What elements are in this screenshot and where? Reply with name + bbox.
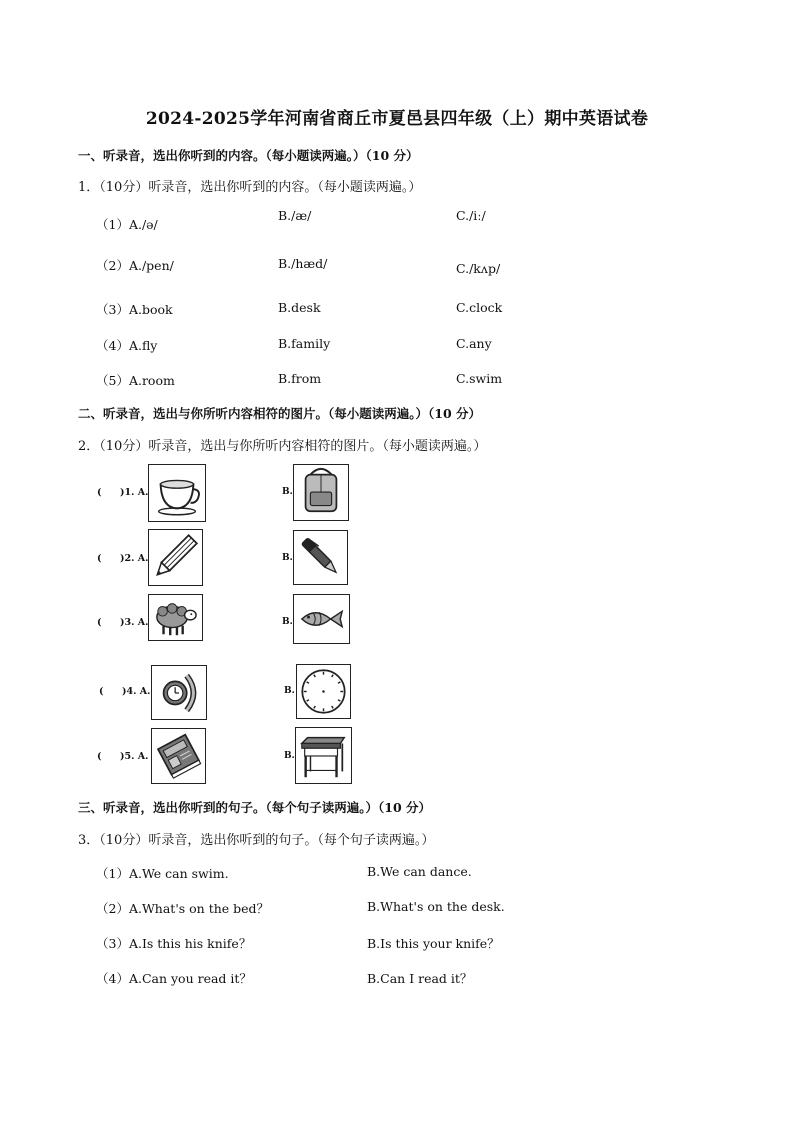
sheep-picture — [148, 594, 203, 641]
q2-item4-answer-paren: ( — [99, 686, 104, 697]
q1-item3-option-b: B.desk — [278, 300, 321, 315]
q1-item4-option-c: C.any — [456, 336, 492, 351]
q2-item2-option-b-label: B. — [282, 553, 293, 563]
q2-item2-answer-paren: ( — [97, 553, 102, 564]
q2-item1-label: )1. A. — [120, 487, 149, 498]
q3-item4-option-a: （4）A.Can you read it？ — [96, 971, 252, 986]
q3-item2-option-b: B.What's on the desk. — [367, 899, 505, 914]
q3-item1-option-a: （1）A.We can swim. — [96, 866, 229, 881]
desk-picture — [295, 727, 352, 784]
question3-stem: 3．（10分）听录音，选出你听到的句子。（每个句子读两遍。） — [78, 833, 435, 848]
q3-item4-option-b: B.Can I read it？ — [367, 971, 473, 986]
book-picture — [151, 728, 206, 784]
cup-picture — [148, 464, 206, 522]
q1-item2-option-a: （2）A./pen/ — [96, 258, 174, 273]
section2-heading: 二、听录音，选出与你所听内容相符的图片。（每小题读两遍。）（10 分） — [78, 406, 481, 421]
q1-item5-option-a: （5）A.room — [96, 373, 175, 388]
q2-item5-label: )5. A. — [120, 751, 149, 762]
q1-item3-option-c: C.clock — [456, 300, 503, 315]
clock-picture — [296, 664, 351, 719]
q2-item4-option-b-label: B. — [284, 686, 295, 696]
q2-item4-label: )4. A. — [122, 686, 151, 697]
q3-item3-option-b: B.Is this your knife？ — [367, 936, 500, 951]
q1-item2-option-b: B./hæd/ — [278, 256, 328, 271]
q1-item3-option-a: （3）A.book — [96, 302, 173, 317]
page-title: 2024-2025学年河南省商丘市夏邑县四年级（上）期中英语试卷 — [145, 109, 649, 129]
q2-item1-option-b-label: B. — [282, 487, 293, 497]
q2-item1-answer-paren: ( — [97, 487, 102, 498]
q1-item1-option-a: （1）A./ə/ — [96, 217, 158, 232]
q3-item1-option-b: B.We can dance. — [367, 864, 472, 879]
q1-item4-option-a: （4）A.fly — [96, 338, 158, 353]
section1-heading: 一、听录音，选出你听到的内容。（每小题读两遍。）（10 分） — [78, 148, 419, 163]
q2-item3-label: )3. A. — [120, 617, 149, 628]
q1-item4-option-b: B.family — [278, 336, 331, 351]
q1-item2-option-c: C./kʌp/ — [456, 261, 501, 276]
q2-item3-answer-paren: ( — [97, 617, 102, 628]
q2-item3-option-b-label: B. — [282, 617, 293, 627]
q2-item5-option-b-label: B. — [284, 751, 295, 761]
q3-item2-option-a: （2）A.What's on the bed？ — [96, 901, 270, 916]
q2-item5-answer-paren: ( — [97, 751, 102, 762]
question2-stem: 2．（10分）听录音，选出与你所听内容相符的图片。（每小题读两遍。） — [78, 439, 487, 454]
schoolbag-picture — [293, 464, 349, 521]
pencil-picture — [148, 529, 203, 586]
q1-item1-option-b: B./æ/ — [278, 208, 312, 223]
q1-item5-option-c: C.swim — [456, 371, 503, 386]
q3-item3-option-a: （3）A.Is this his knife？ — [96, 936, 252, 951]
watch-picture — [151, 665, 207, 720]
q2-item2-label: )2. A. — [120, 553, 149, 564]
pen-picture — [293, 530, 348, 585]
fish-picture — [293, 594, 350, 644]
q1-item5-option-b: B.from — [278, 371, 322, 386]
section3-heading: 三、听录音，选出你听到的句子。（每个句子读两遍。）（10 分） — [78, 800, 431, 815]
question1-stem: 1．（10分）听录音，选出你听到的内容。（每小题读两遍。） — [78, 180, 422, 195]
q1-item1-option-c: C./iː/ — [456, 208, 486, 223]
